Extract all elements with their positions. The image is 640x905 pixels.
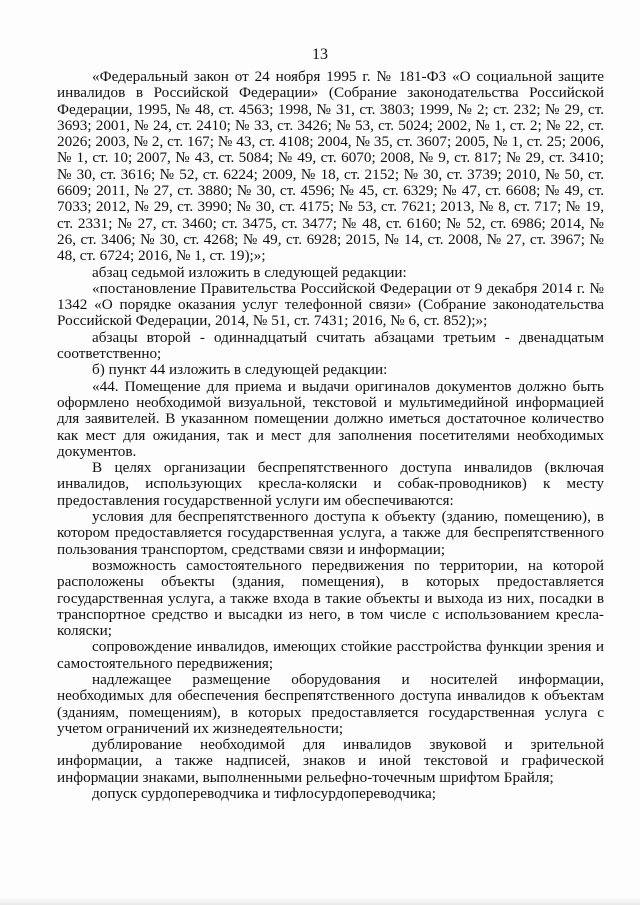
page-number: 13 (312, 46, 328, 63)
paragraph: дублирование необходимой для инвалидов звуковой и зрительной информации, а также надписей, знаков и иной текстовой и графической информации знаками, выполненными рельефно-точечным шрифтом Брайля; (57, 736, 604, 786)
paragraph: «Федеральный закон от 24 ноября 1995 г. № 181-ФЗ «О социальной защите инвалидов в Российской Федерации» (Собрание законодательства Российской Федерации, 1995, № 48, ст. 4563; 1998, № 31, ст. 3803; 1999, № 2; ст. 232; № 29, ст. 3693; 2001, № 24, ст. 2410; № 33, ст. 3426; № 53, ст. 5024; 2002, № 1, ст. 2; № 22, ст. 2026; 2003, № 2, ст. 167; № 43, ст. 4108; 2004, № 35, ст. 3607; 2005, № 1, ст. 25; 2006, № 1, ст. 10; 2007, № 43, ст. 5084; № 49, ст. 6070; 2008, № 9, ст. 817; № 29, ст. 3410; № 30, ст. 3616; № 52, ст. 6224; 2009, № 18, ст. 2152; № 30, ст. 3739; 2010, № 50, ст. 6609; 2011, № 27, ст. 3880; № 30, ст. 4596; № 45, ст. 6329; № 47, ст. 6608; № 49, ст. 7033; 2012, № 29, ст. 3990; № 30, ст. 4175; № 53, ст. 7621; 2013, № 8, ст. 717; № 19, ст. 2331; № 27, ст. 3460; ст. 3475, ст. 3477; № 48, ст. 6160; № 52, ст. 6986; 2014, № 26, ст. 3406; № 30, ст. 4268; № 49, ст. 6928; 2015, № 14, ст. 2008, № 27, ст. 3967; № 48, ст. 6724; 2016, № 1, ст. 19);»; (57, 68, 604, 265)
paragraph: абзац седьмой изложить в следующей редакции: (92, 263, 407, 281)
paragraph: возможность самостоятельного передвижения по территории, на которой расположены объекты (здания, помещения), в которых предоставляется государственная услуга, а также входа в такие объекты и выхода из них, посадки в транспортное средство и высадки из него, в том числе с использованием кресла-коляски; (57, 556, 604, 640)
paragraph: условия для беспрепятственного доступа к объекту (зданию, помещению), в котором предоставляется государственная услуга, а также для беспрепятственного пользования транспортом, средствами связи и информации; (57, 508, 604, 558)
paragraph: абзацы второй - одиннадцатый считать абзацами третьим - двенадцатым соответственно; (57, 328, 604, 363)
paragraph: сопровождение инвалидов, имеющих стойкие расстройства функции зрения и самостоятельного передвижения; (57, 638, 604, 672)
paragraph: В целях организации беспрепятственного доступа инвалидов (включая инвалидов, использующих кресла-коляски и собак-проводников) к месту предоставления государственной услуги им обеспечиваются: (57, 459, 604, 509)
scan-edge-shadow (0, 897, 640, 905)
paragraph: «постановление Правительства Российской Федерации от 9 декабря 2014 г. № 1342 «О порядке оказания услуг телефонной связи» (Собрание законодательства Российской Федерации, 2014, № 51, ст. 7431; 2016, № 6, ст. 852);»; (57, 279, 604, 330)
paragraph: допуск сурдопереводчика и тифлосурдопереводчика; (92, 785, 436, 803)
paragraph: надлежащее размещение оборудования и носителей информации, необходимых для обеспечения беспрепятственного доступа инвалидов к объектам (зданиям, помещениям), в которых предоставляется государственная услуга с учетом ограничений их жизнедеятельности; (57, 670, 604, 737)
document-body (57, 69, 604, 802)
paragraph: б) пункт 44 изложить в следующей редакции: (92, 361, 388, 379)
paragraph: «44. Помещение для приема и выдачи оригиналов документов должно быть оформлено необходимой визуальной, текстовой и мультимедийной информацией для заявителей. В указанном помещении должно иметься достаточное количество как мест для ожидания, так и мест для заполнения посетителями необходимых документов. (57, 377, 604, 460)
